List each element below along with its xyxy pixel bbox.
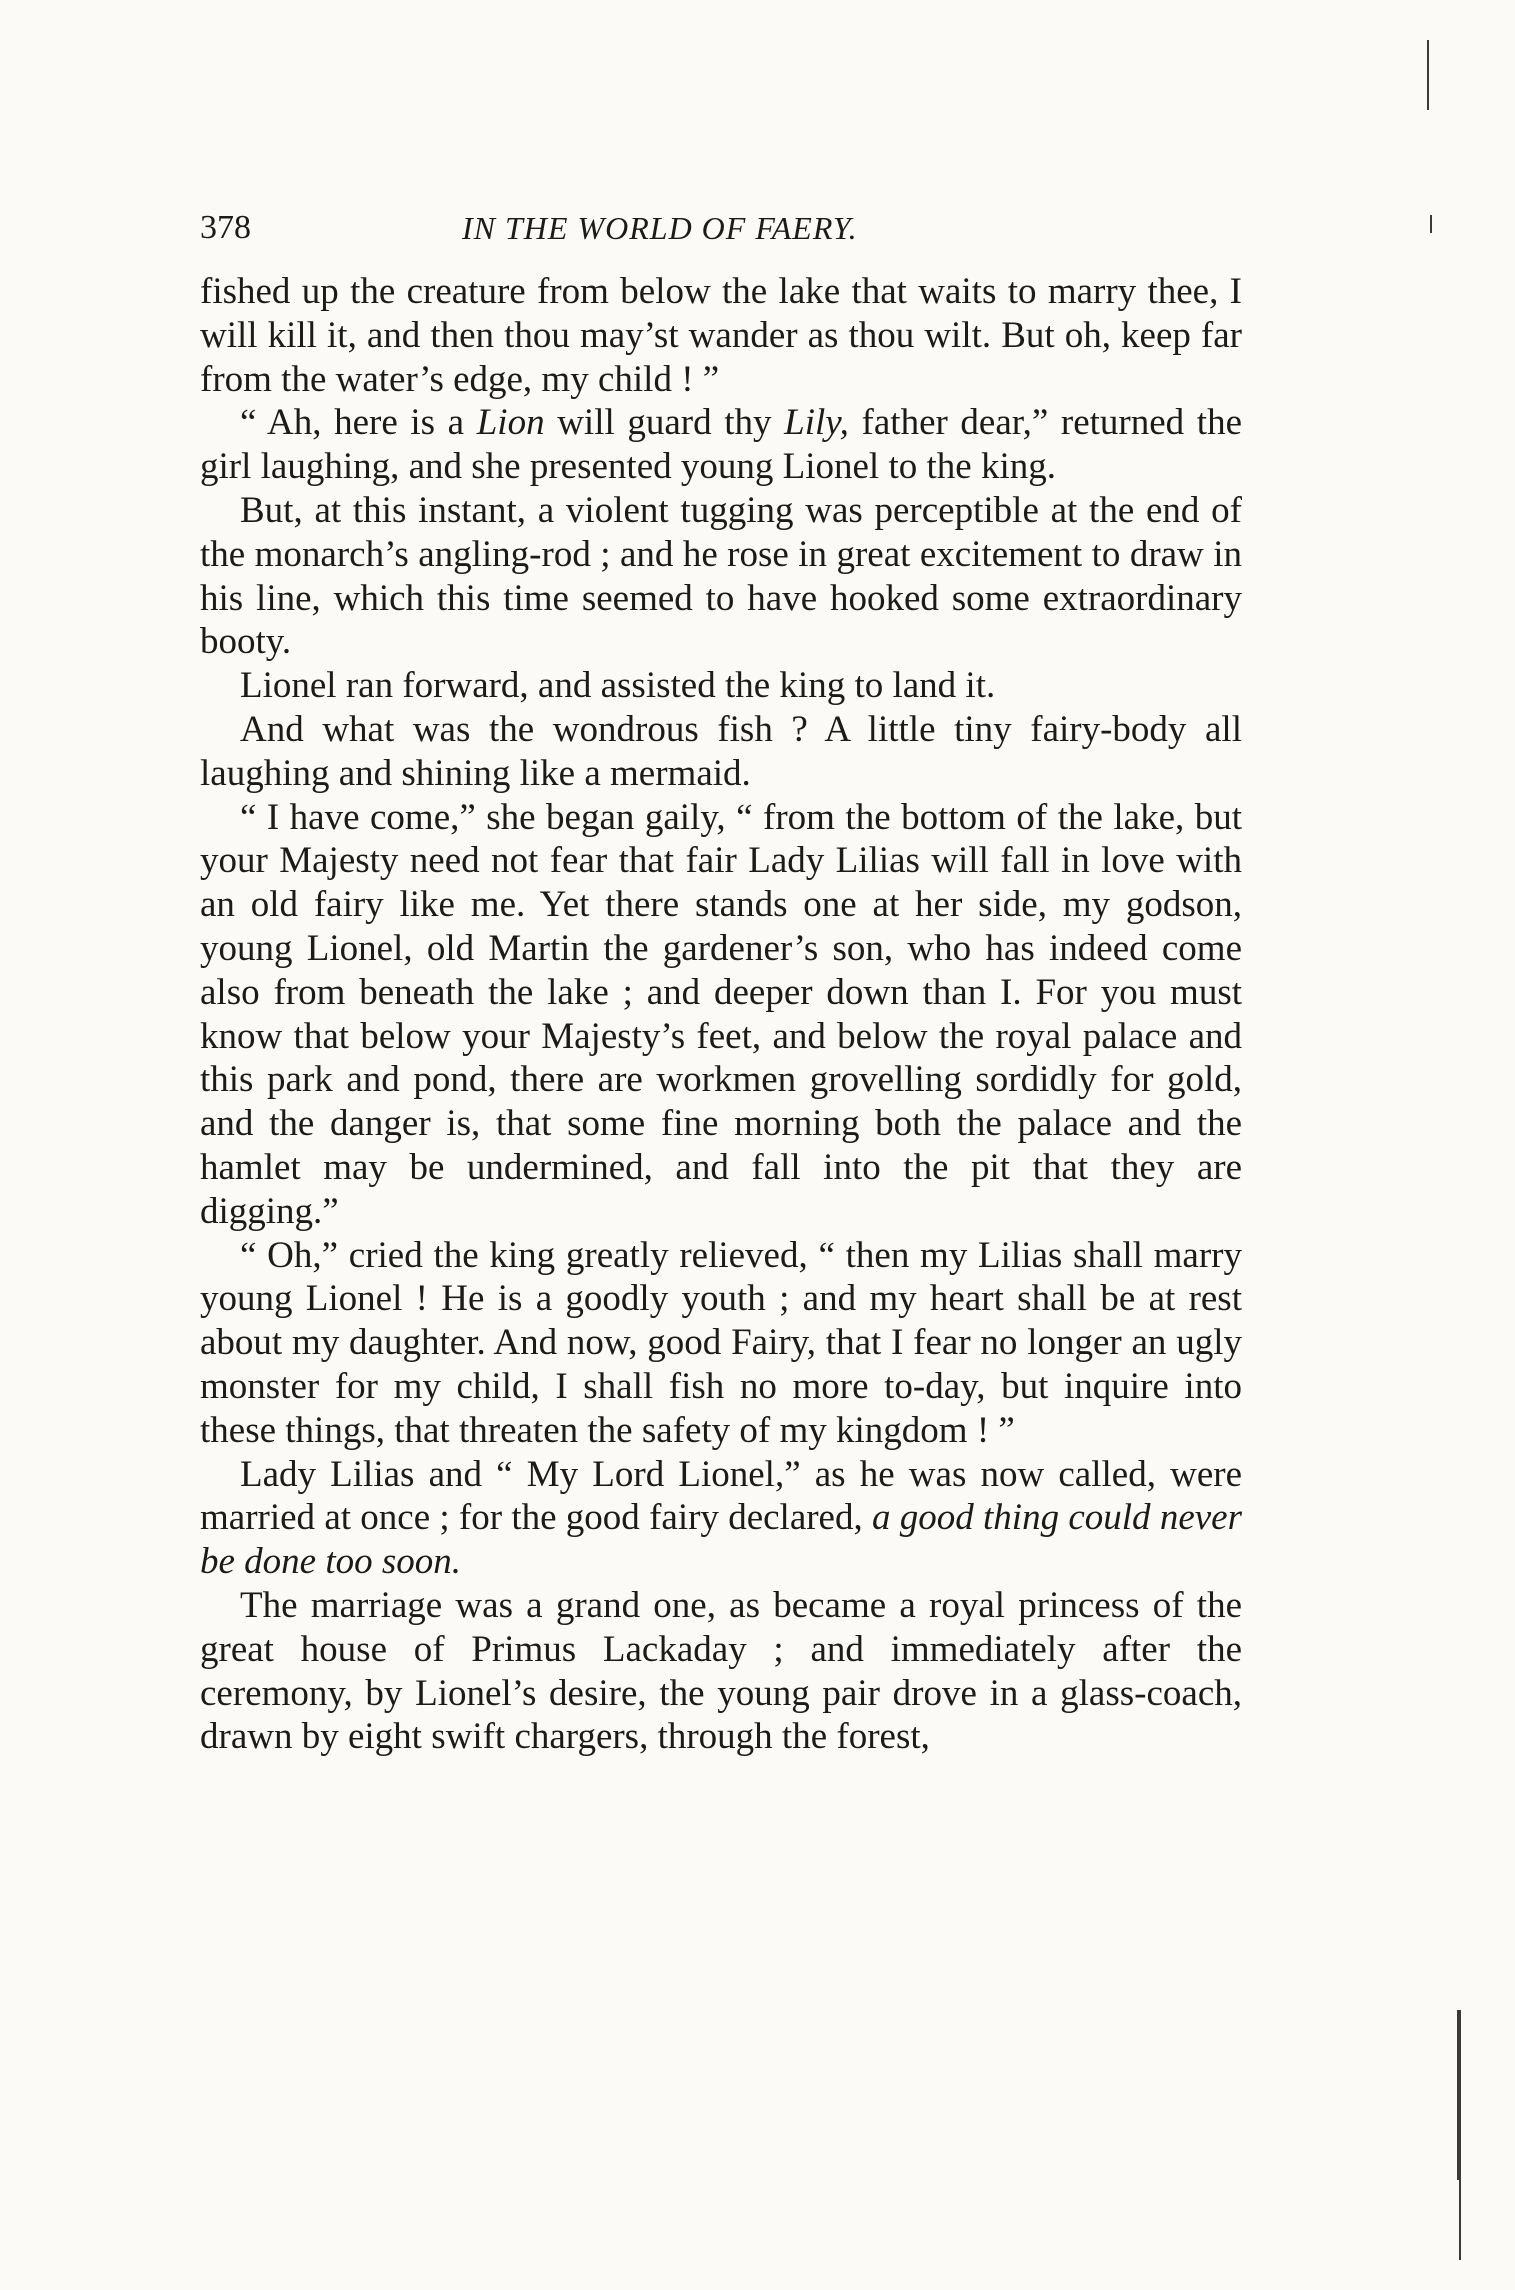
paragraph-text: father dear,” returned the girl laughing, and she presented young Lionel to the king. xyxy=(200,402,1242,488)
scan-edge-mark xyxy=(1427,40,1429,110)
page-header xyxy=(200,208,1000,258)
paragraph-marriage: The marriage was a grand one, as became a royal princess of the great house of Primus Lackaday ; and immediately after the ceremony, by Lionel’s desire, the young pair drove in a glass-coach, drawn by eight swift chargers, through the forest, xyxy=(200,1584,1242,1758)
paragraph-text: will guard thy xyxy=(544,402,785,444)
scan-edge-mark xyxy=(1430,215,1432,233)
paragraph-fairy-speech: “ I have come,” she began gaily, “ from the bottom of the lake, but your Majesty need not fear that fair Lady Lilias will fall in love with an old fairy like me. Yet there stands one at her side, my godson, young Lionel, old Martin the gardener’s son, who has indeed come also from beneath the lake ; and deeper down than I. For you must know that below your Majesty’s feet, and below the royal palace and this park and pond, there are workmen grovelling sordidly for gold, and the danger is, that some fine morning both the palace and the hamlet may be undermined, and fall into the pit that they are digging.” xyxy=(200,796,1242,1232)
paragraph-lion-lily xyxy=(200,401,1242,489)
scan-edge-mark xyxy=(1457,2010,1461,2180)
italic-lily: Lily, xyxy=(784,402,849,444)
paragraph-text: Lady Lilias and “ My Lord Lionel,” as he was now called, were married at once ; for the good fairy declared, xyxy=(200,1453,1242,1539)
paragraph-continuation: fished up the creature from below the lake that waits to marry thee, I will kill it, and then thou may’st wander as thou wilt. But oh, keep far from the water’s edge, my child ! ” xyxy=(200,271,1242,400)
running-title: IN THE WORLD OF FAERY. xyxy=(462,210,858,246)
paragraph-wondrous-fish: And what was the wondrous fish ? A little tiny fairy-body all laughing and shining like a mermaid. xyxy=(200,708,1242,794)
paragraph-king-relieved: “ Oh,” cried the king greatly relieved, “ then my Lilias shall marry young Lionel ! He is a goodly youth ; and my heart shall be at rest about my daughter. And now, good Fairy, that I fear no longer an ugly monster for my child, I shall fish no more to-day, but inquire into these things, that threaten the safety of my kingdom ! ” xyxy=(200,1234,1242,1451)
italic-good-thing: a good thing could never be done too soon. xyxy=(200,1497,1242,1583)
body-text xyxy=(200,270,1242,1759)
paragraph-lionel-ran: Lionel ran forward, and assisted the king to land it. xyxy=(240,665,996,707)
paragraph-tugging: But, at this instant, a violent tugging was perceptible at the end of the monarch’s angling-rod ; and he rose in great excitement to draw in his line, which this time seemed to have hooked some extraordinary booty. xyxy=(200,489,1242,663)
page-number: 378 xyxy=(200,209,251,246)
paragraph-text: “ Ah, here is a xyxy=(240,402,477,444)
paragraph-married xyxy=(200,1453,1242,1584)
italic-lion: Lion xyxy=(476,402,545,444)
scan-edge-mark xyxy=(1459,2180,1461,2260)
